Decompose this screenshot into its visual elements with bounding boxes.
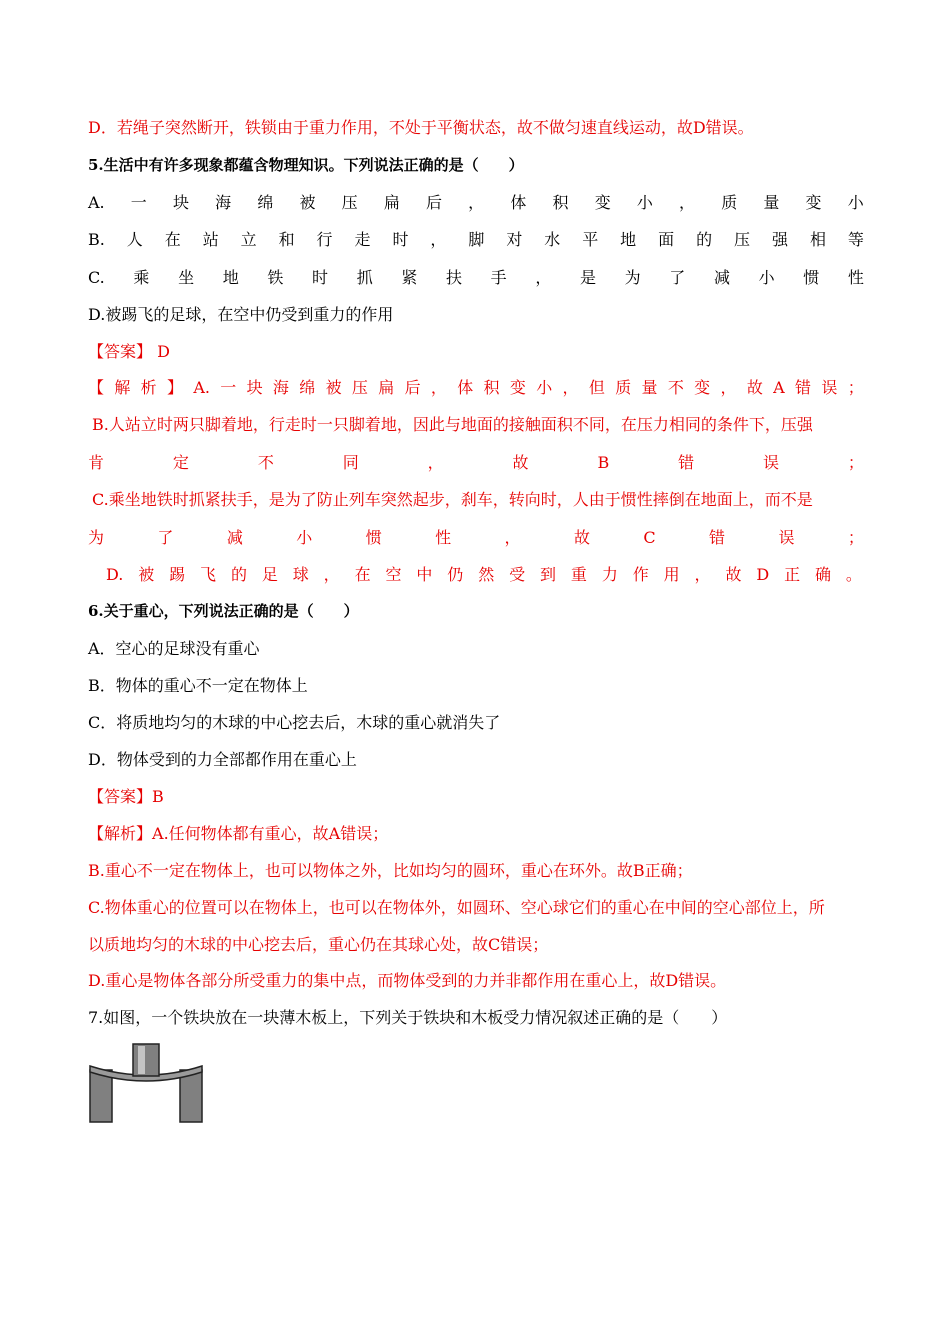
q6-option-d: D．物体受到的力全部都作用在重心上 (88, 750, 357, 769)
q6-option-c: C．将质地均匀的木球的中心挖去后，木球的重心就消失了 (88, 713, 501, 732)
q5-option-b-token: 立 (240, 230, 257, 249)
q5-option-b-token: 对 (506, 230, 523, 249)
q5-option-c-token: 小 (758, 268, 775, 287)
q5-analysis-line-6-token: 到 (540, 565, 557, 584)
q5-option-b-token: 面 (658, 230, 675, 249)
q5-option-b-token: 人 (126, 230, 143, 249)
q5-analysis-line-3-token: B (597, 453, 610, 472)
q5-analysis-line-1-token: 变 (694, 378, 711, 397)
q6-analysis-d: D.重心是物体各部分所受重力的集中点，而物体受到的力并非都作用在重心上，故D错误。 (88, 971, 727, 990)
q6-analysis-c-line-1: C.物体重心的位置可以在物体上，也可以在物体外，如圆环、空心球它们的重心在中间的空心部位上，所 (88, 898, 825, 917)
q5-analysis-line-6-token: 空 (385, 565, 402, 584)
q5-analysis-line-1-token: 扁 (378, 378, 395, 397)
q5-option-b-token: 水 (544, 230, 561, 249)
q5-option-a-token: 块 (172, 193, 189, 212)
q5-analysis-line-1-token: 一 (220, 378, 237, 397)
q5-analysis-line-5 (88, 528, 864, 548)
q5-option-b-token: 脚 (468, 230, 485, 249)
q5-analysis-line-1-token: ， (562, 378, 579, 397)
q5-option-c-token: C. (88, 268, 105, 287)
q5-analysis-line-6-token: 被 (138, 565, 155, 584)
q5-analysis-line-6-token: 足 (261, 565, 278, 584)
q5-option-a-token: 一 (130, 193, 147, 212)
q5-analysis-line-6-token: 中 (416, 565, 433, 584)
iron-block (133, 1044, 159, 1076)
q5-analysis-line-6-token: 然 (478, 565, 495, 584)
q5-option-c-token: ， (535, 268, 552, 287)
q6-analysis-a: A.任何物体都有重心，故A错误； (152, 824, 389, 843)
q5-option-a-token: 体 (510, 193, 527, 212)
q5-analysis-line-5-token: 惯 (365, 528, 382, 547)
q5-analysis-line-2: B.人站立时两只脚着地，行走时一只脚着地，因此与地面的接触面积不同，在压力相同的条件下，压强 (92, 415, 813, 434)
q5-analysis-line-1-token: 故 (746, 378, 763, 397)
q5-analysis-line-1 (88, 378, 864, 398)
q5-analysis-line-1-token: 压 (351, 378, 368, 397)
q5-option-c (88, 268, 864, 288)
q5-analysis-line-5-token: 为 (88, 528, 105, 547)
q5-option-a-token: 质 (721, 193, 738, 212)
q5-analysis-line-5-token: 故 (573, 528, 590, 547)
q5-option-c-token: 坐 (178, 268, 195, 287)
q5-analysis-line-5-token: C (643, 528, 656, 547)
q5-analysis-line-1-token: 质 (615, 378, 632, 397)
q5-analysis-line-1-token: 被 (325, 378, 342, 397)
q6-analysis-label: 【解析】 (88, 824, 153, 843)
q5-option-b-token: 等 (847, 230, 864, 249)
q5-analysis-line-3-token: 不 (257, 453, 274, 472)
q5-option-c-token: 惯 (803, 268, 820, 287)
q5-option-b-token: 和 (278, 230, 295, 249)
q5-option-a-token: 变 (805, 193, 822, 212)
q5-option-c-token: 扶 (446, 268, 463, 287)
q6-analysis-a-row (88, 824, 864, 844)
q5-answer: 【答案】 D (88, 342, 170, 361)
q5-analysis-line-6-token: 仍 (447, 565, 464, 584)
q6-analysis-c-line-2: 以质地均匀的木球的中心挖去后，重心仍在其球心处，故C错误； (88, 935, 549, 954)
q5-option-a-token: 被 (299, 193, 316, 212)
q5-option-c-token: 手 (490, 268, 507, 287)
q5-analysis-line-1-token: 不 (667, 378, 684, 397)
q5-option-c-token: 紧 (401, 268, 418, 287)
q5-analysis-line-6-token: 的 (230, 565, 247, 584)
q5-option-c-token: 是 (579, 268, 596, 287)
q4-option-d-analysis: D．若绳子突然断开，铁锁由于重力作用，不处于平衡状态，故不做匀速直线运动，故D错误。 (88, 118, 754, 137)
q5-option-c-token: 减 (713, 268, 730, 287)
q5-option-a-token: 海 (215, 193, 232, 212)
q5-analysis-line-1-token: 绵 (299, 378, 316, 397)
q5-analysis-line-5-token: 了 (157, 528, 174, 547)
q5-analysis-line-6-token: 力 (601, 565, 618, 584)
q5-analysis-line-6-token: 。 (845, 565, 862, 584)
q5-option-b-token: 压 (734, 230, 751, 249)
q5-analysis-line-1-token: 【 (88, 378, 105, 397)
q5-analysis-line-3-token: 肯 (88, 453, 105, 472)
q5-analysis-line-3-token: 故 (512, 453, 529, 472)
q5-analysis-line-3-token: 同 (342, 453, 359, 472)
q5-option-a-token: 小 (636, 193, 653, 212)
q5-analysis-line-1-token: ， (430, 378, 447, 397)
q5-analysis-line-1-token: 】 (166, 378, 183, 397)
q5-option-a-token: 积 (552, 193, 569, 212)
q5-analysis-line-4: C.乘坐地铁时抓紧扶手，是为了防止列车突然起步，刹车，转向时，人由于惯性摔倒在地面上，而不是 (92, 490, 813, 509)
q5-analysis-line-5-token: 错 (709, 528, 726, 547)
q5-option-a-token: 变 (594, 193, 611, 212)
q5-analysis-line-3-token: 错 (678, 453, 695, 472)
q6-option-b: B．物体的重心不一定在物体上 (88, 676, 308, 695)
q5-option-a-token: 绵 (257, 193, 274, 212)
q5-analysis-line-1-token: 变 (509, 378, 526, 397)
q5-option-b-token: 相 (809, 230, 826, 249)
q5-analysis-line-1-token: 析 (140, 378, 157, 397)
q5-option-a (88, 193, 864, 213)
q5-option-c-token: 抓 (356, 268, 373, 287)
q5-stem: 5.生活中有许多现象都蕴含物理知识。下列说法正确的是（ ） (88, 156, 524, 174)
q5-option-d: D.被踢飞的足球，在空中仍受到重力的作用 (88, 305, 394, 324)
q5-option-a-token: 后 (426, 193, 443, 212)
q5-analysis-line-6-token: D (756, 565, 770, 584)
q5-analysis-line-1-token: 积 (483, 378, 500, 397)
q5-analysis-line-5-token: 误 (778, 528, 795, 547)
q5-option-c-token: 铁 (267, 268, 284, 287)
q5-option-b-token: B. (88, 230, 105, 249)
q5-option-c-token: 性 (847, 268, 864, 287)
q5-analysis-line-1-token: 量 (641, 378, 658, 397)
q5-analysis-line-1-token: 体 (457, 378, 474, 397)
q7-stem: 7.如图，一个铁块放在一块薄木板上，下列关于铁块和木板受力情况叙述正确的是（ ） (88, 1008, 728, 1027)
q5-analysis-line-3-token: ； (847, 453, 864, 472)
q5-option-b-token: 时 (392, 230, 409, 249)
q5-analysis-line-3-token: 定 (172, 453, 189, 472)
q5-analysis-line-5-token: 性 (435, 528, 452, 547)
q5-analysis-line-6-token: 飞 (200, 565, 217, 584)
q5-option-a-token: 小 (847, 193, 864, 212)
q5-analysis-line-1-token: 块 (246, 378, 263, 397)
left-support (90, 1070, 112, 1122)
q5-analysis-line-1-token: 海 (272, 378, 289, 397)
iron-block-on-board-figure (88, 1042, 212, 1124)
q5-option-c-token: 了 (669, 268, 686, 287)
q5-analysis-line-6-token: 球 (292, 565, 309, 584)
q5-analysis-line-1-token: ， (720, 378, 737, 397)
q5-analysis-line-6-token: 用 (663, 565, 680, 584)
q5-analysis-line-6-token: 受 (509, 565, 526, 584)
q6-analysis-b: B.重心不一定在物体上，也可以物体之外，比如均匀的圆环，重心在环外。故B正确； (88, 861, 693, 880)
q5-option-a-token: ， (468, 193, 485, 212)
q5-analysis-line-6-token: 踢 (169, 565, 186, 584)
q5-analysis-line-5-token: ； (847, 528, 864, 547)
q5-option-b-token: 站 (202, 230, 219, 249)
q5-analysis-line-6-token: ， (694, 565, 711, 584)
q5-analysis-line-1-token: 后 (404, 378, 421, 397)
q6-option-a: A．空心的足球没有重心 (88, 639, 260, 658)
q6-answer: 【答案】B (88, 787, 164, 806)
q5-option-c-token: 地 (222, 268, 239, 287)
q5-option-b (88, 230, 864, 250)
q5-analysis-line-6-token: D. (106, 565, 124, 584)
q6-stem: 6.关于重心，下列说法正确的是（ ） (88, 602, 359, 620)
q5-analysis-line-1-token: ； (847, 378, 864, 397)
q5-option-a-token: 压 (341, 193, 358, 212)
q5-option-b-token: 地 (620, 230, 637, 249)
q5-option-a-token: ， (679, 193, 696, 212)
q5-analysis-line-6-token: 确 (814, 565, 831, 584)
q5-option-b-token: 的 (696, 230, 713, 249)
q5-option-b-token: 行 (316, 230, 333, 249)
q5-analysis-line-6-token: 正 (784, 565, 801, 584)
q5-analysis-line-1-token: A (773, 378, 785, 397)
q5-analysis-line-5-token: ， (504, 528, 521, 547)
q5-analysis-line-5-token: 减 (226, 528, 243, 547)
q5-analysis-line-3 (88, 453, 864, 473)
q5-analysis-line-3-token: ， (427, 453, 444, 472)
q5-analysis-line-1-token: 错 (795, 378, 812, 397)
q5-option-b-token: 在 (164, 230, 181, 249)
q5-analysis-line-1-token: 但 (588, 378, 605, 397)
q5-analysis-line-6-token: 重 (570, 565, 587, 584)
q5-option-a-token: A. (88, 193, 105, 212)
q5-analysis-line-3-token: 误 (763, 453, 780, 472)
q5-analysis-line-6-token: ， (323, 565, 340, 584)
q5-analysis-line-6-token: 作 (632, 565, 649, 584)
iron-block-highlight (138, 1046, 145, 1074)
q5-option-a-token: 量 (763, 193, 780, 212)
q5-analysis-line-1-token: 误 (821, 378, 838, 397)
q5-option-c-token: 乘 (133, 268, 150, 287)
q5-analysis-line-6-token: 故 (725, 565, 742, 584)
q5-analysis-line-1-token: 解 (114, 378, 131, 397)
q5-option-a-token: 扁 (383, 193, 400, 212)
q5-option-c-token: 为 (624, 268, 641, 287)
q5-option-c-token: 时 (312, 268, 329, 287)
q5-option-b-token: 平 (582, 230, 599, 249)
q5-option-b-token: 走 (354, 230, 371, 249)
q5-analysis-line-1-token: A. (193, 378, 210, 397)
q5-analysis-line-5-token: 小 (296, 528, 313, 547)
q5-option-b-token: 强 (771, 230, 788, 249)
q5-option-b-token: ， (430, 230, 447, 249)
right-support (180, 1070, 202, 1122)
q5-analysis-line-6 (106, 565, 862, 585)
q5-analysis-line-6-token: 在 (354, 565, 371, 584)
q5-analysis-line-1-token: 小 (536, 378, 553, 397)
